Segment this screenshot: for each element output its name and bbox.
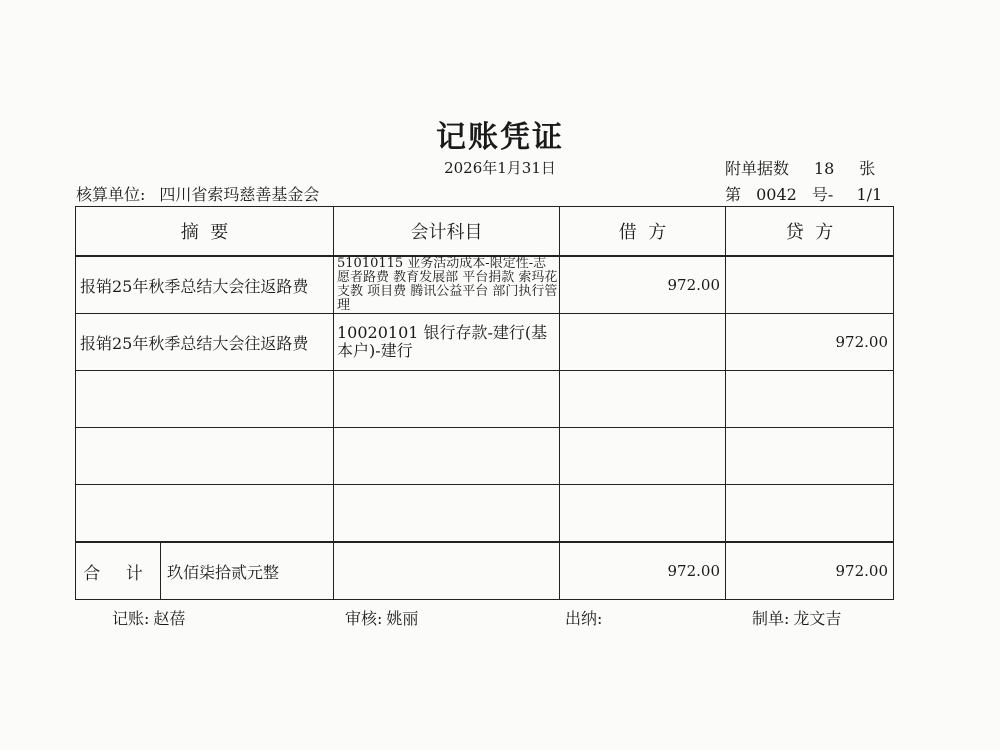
table-row: [76, 314, 894, 371]
voucher-number: 0042: [756, 185, 797, 204]
total-row: [76, 542, 894, 600]
row-credit: [726, 485, 894, 543]
total-credit: 972.00: [726, 542, 894, 600]
voucher-number-info: [725, 182, 882, 205]
total-debit: 972.00: [560, 542, 726, 600]
row-credit: [726, 371, 894, 428]
total-label: 合 计: [76, 543, 161, 599]
voucher-suffix: 号-: [811, 185, 834, 204]
attachments-info: [725, 156, 875, 179]
header-account: 会计科目: [334, 207, 560, 257]
accounting-unit: [76, 182, 319, 205]
voucher-date: 2026年1月31日: [444, 159, 556, 177]
row-summary: 报销25年秋季总结大会往返路费: [76, 314, 334, 371]
voucher-table: [75, 206, 894, 600]
voucher-title: 记账凭证: [436, 120, 564, 155]
row-debit: [560, 428, 726, 485]
row-account: [334, 485, 560, 543]
row-credit: [726, 256, 894, 314]
row-summary: 报销25年秋季总结大会往返路费: [76, 256, 334, 314]
row-account: [334, 371, 560, 428]
row-account: 51010115 业务活动成本-限定性-志愿者路费 教育发展部 平台捐款 索玛花支教 项目费 腾讯公益平台 部门执行管理: [334, 256, 560, 314]
reviewer-name: 姚丽: [386, 609, 419, 628]
table-row: [76, 256, 894, 314]
row-account: 10020101 银行存款-建行(基本户)-建行: [334, 314, 560, 371]
bookkeeper-name: 赵蓓: [153, 609, 186, 628]
footer-bookkeeper: [112, 606, 185, 629]
row-account: [334, 428, 560, 485]
table-row: [76, 428, 894, 485]
footer-reviewer: [345, 606, 418, 629]
row-debit: 972.00: [560, 256, 726, 314]
row-debit: [560, 314, 726, 371]
footer-cashier: [565, 606, 606, 629]
table-row: [76, 371, 894, 428]
total-cell: [76, 542, 334, 600]
unit-label: 核算单位:: [76, 185, 146, 204]
attachments-label: 附单据数: [725, 159, 790, 178]
attachments-count: 18: [813, 159, 835, 178]
footer-preparer: [752, 606, 841, 629]
reviewer-label: 审核:: [345, 609, 383, 628]
header-credit: 贷 方: [726, 207, 894, 257]
preparer-label: 制单:: [752, 609, 790, 628]
voucher-page-number: 1/1: [856, 185, 883, 204]
header-summary: 摘 要: [76, 207, 334, 257]
table-header-row: [76, 207, 894, 257]
unit-name: 四川省索玛慈善基金会: [159, 185, 320, 204]
voucher-prefix: 第: [725, 185, 742, 204]
row-debit: [560, 371, 726, 428]
header-debit: 借 方: [560, 207, 726, 257]
cashier-label: 出纳:: [565, 609, 603, 628]
row-summary: [76, 485, 334, 543]
row-summary: [76, 428, 334, 485]
preparer-name: 龙文吉: [793, 609, 842, 628]
total-amount-in-words: 玖佰柒拾贰元整: [167, 562, 280, 582]
row-summary: [76, 371, 334, 428]
row-credit: 972.00: [726, 314, 894, 371]
row-credit: [726, 428, 894, 485]
total-account-blank: [334, 542, 560, 600]
attachments-unit: 张: [859, 159, 876, 178]
row-debit: [560, 485, 726, 543]
bookkeeper-label: 记账:: [112, 609, 150, 628]
table-row: [76, 485, 894, 543]
